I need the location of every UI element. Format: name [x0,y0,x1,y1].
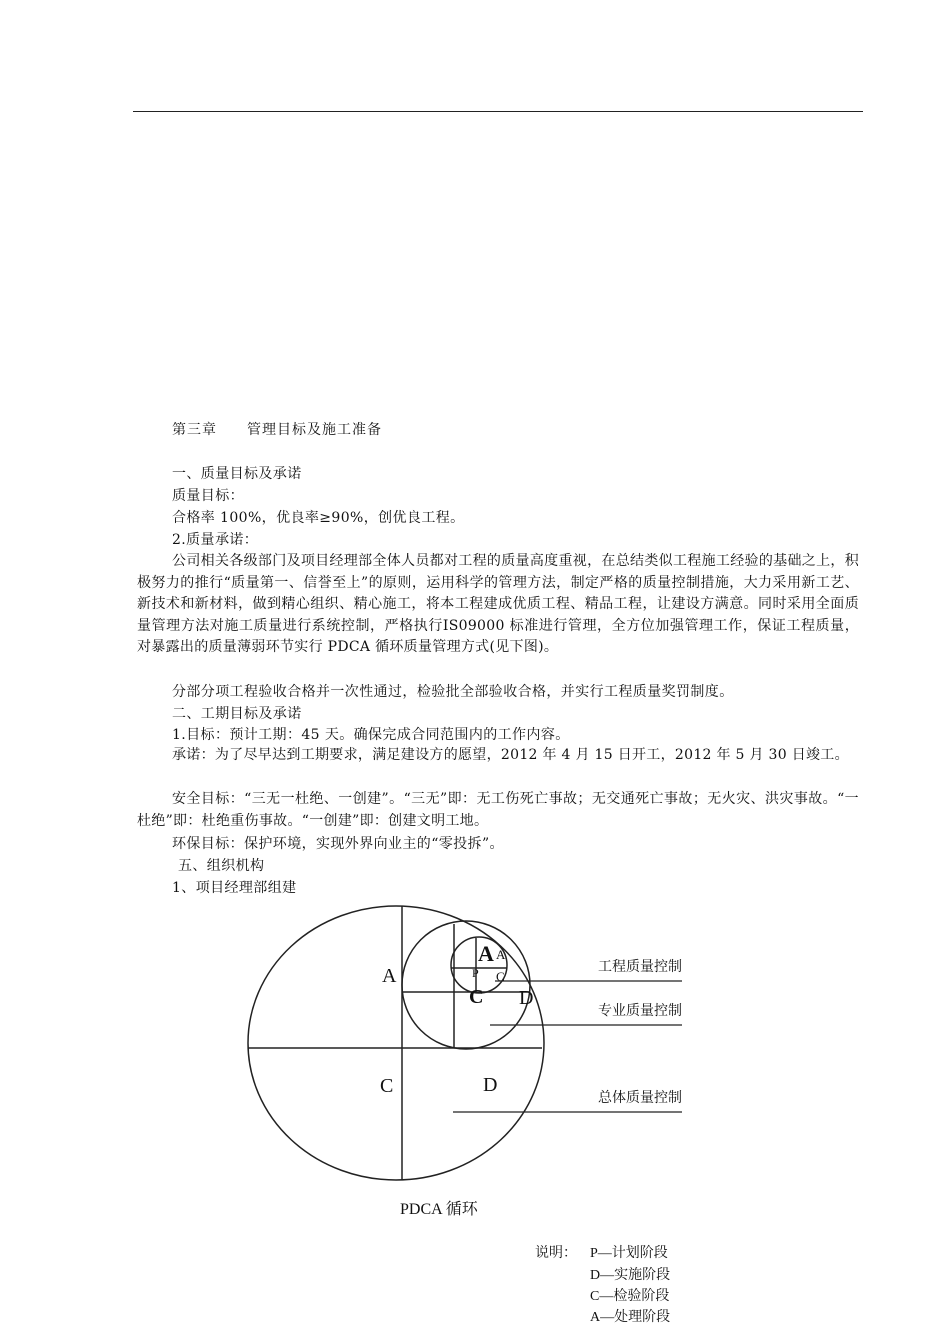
schedule-heading: 二、工期目标及承诺 [172,706,302,722]
callout-specialty-quality: 专业质量控制 [598,1003,682,1019]
quality-promise-paragraph: 公司相关各级部门及项目经理部全体人员都对工程的质量高度重视，在总结类似工程施工经验的基础之上，积极努力的推行“质量第一、信誉至上”的原则，运用科学的管理方法，制定严格的质量控制措施，大力采用新工艺、新技术和新材料，做到精心组织、精心施工，将本工程建成优质工程、精品工程，让建设方满意。同时采用全面质量管理方法对施工质量进行系统控制，严格执行IS09000 标准进行管理，全方位加强管理工作，保证工程质量，对暴露出的质量薄弱环节实行 PDCA 循环质量管理方式(见下图)。 [137,553,859,656]
legend-item-act: A—处理阶段 [590,1310,671,1325]
legend-item-do: D—实施阶段 [590,1268,671,1283]
legend-item-check: C—检验阶段 [590,1289,670,1304]
label-inner-p: P [472,966,479,980]
label-inner-a: A [496,947,506,962]
quality-goal-label: 质量目标： [172,488,244,504]
label-middle-d: D [519,987,534,1009]
quality-promise-label: 2.质量承诺： [172,532,259,548]
label-outer-a: A [382,965,397,987]
label-middle-a: A [478,941,494,966]
label-middle-c: C [469,986,484,1008]
diagram-caption: PDCA 循环 [400,1201,478,1218]
schedule-promise: 承诺：为了尽早达到工期要求，满足建设方的愿望，2012 年 4 月 15 日开工，2012 年 5 月 30 日竣工。 [172,747,849,763]
organization-subheading: 1、项目经理部组建 [172,880,297,896]
header-rule [133,111,863,112]
callout-overall-quality: 总体质量控制 [598,1090,682,1106]
label-inner-c: C [496,969,505,984]
organization-heading: 五、组织机构 [178,858,265,874]
label-outer-d: D [483,1074,498,1096]
chapter-title: 第三章 管理目标及施工准备 [172,422,382,438]
callout-project-quality: 工程质量控制 [598,959,682,975]
acceptance-text: 分部分项工程验收合格并一次性通过，检验批全部验收合格，并实行工程质量奖罚制度。 [172,684,734,700]
quality-heading: 一、质量目标及承诺 [172,466,302,482]
legend-label: 说明： [535,1246,577,1261]
safety-goal: 安全目标：“三无一杜绝、一创建”。“三无”即：无工伤死亡事故；无交通死亡事故；无火灾、洪灾事故。“一杜绝”即：杜绝重伤事故。“一创建”即：创建文明工地。 [137,791,859,829]
schedule-goal: 1.目标：预计工期：45 天。确保完成合同范围内的工作内容。 [172,727,570,743]
label-outer-c: C [380,1075,394,1097]
environment-goal: 环保目标：保护环境，实现外界向业主的“零投拆”。 [172,836,504,852]
pdca-cycle-diagram [240,900,700,1190]
legend-item-plan: P—计划阶段 [590,1246,668,1261]
quality-goal-text: 合格率 100%，优良率≥90%，创优良工程。 [172,510,465,526]
